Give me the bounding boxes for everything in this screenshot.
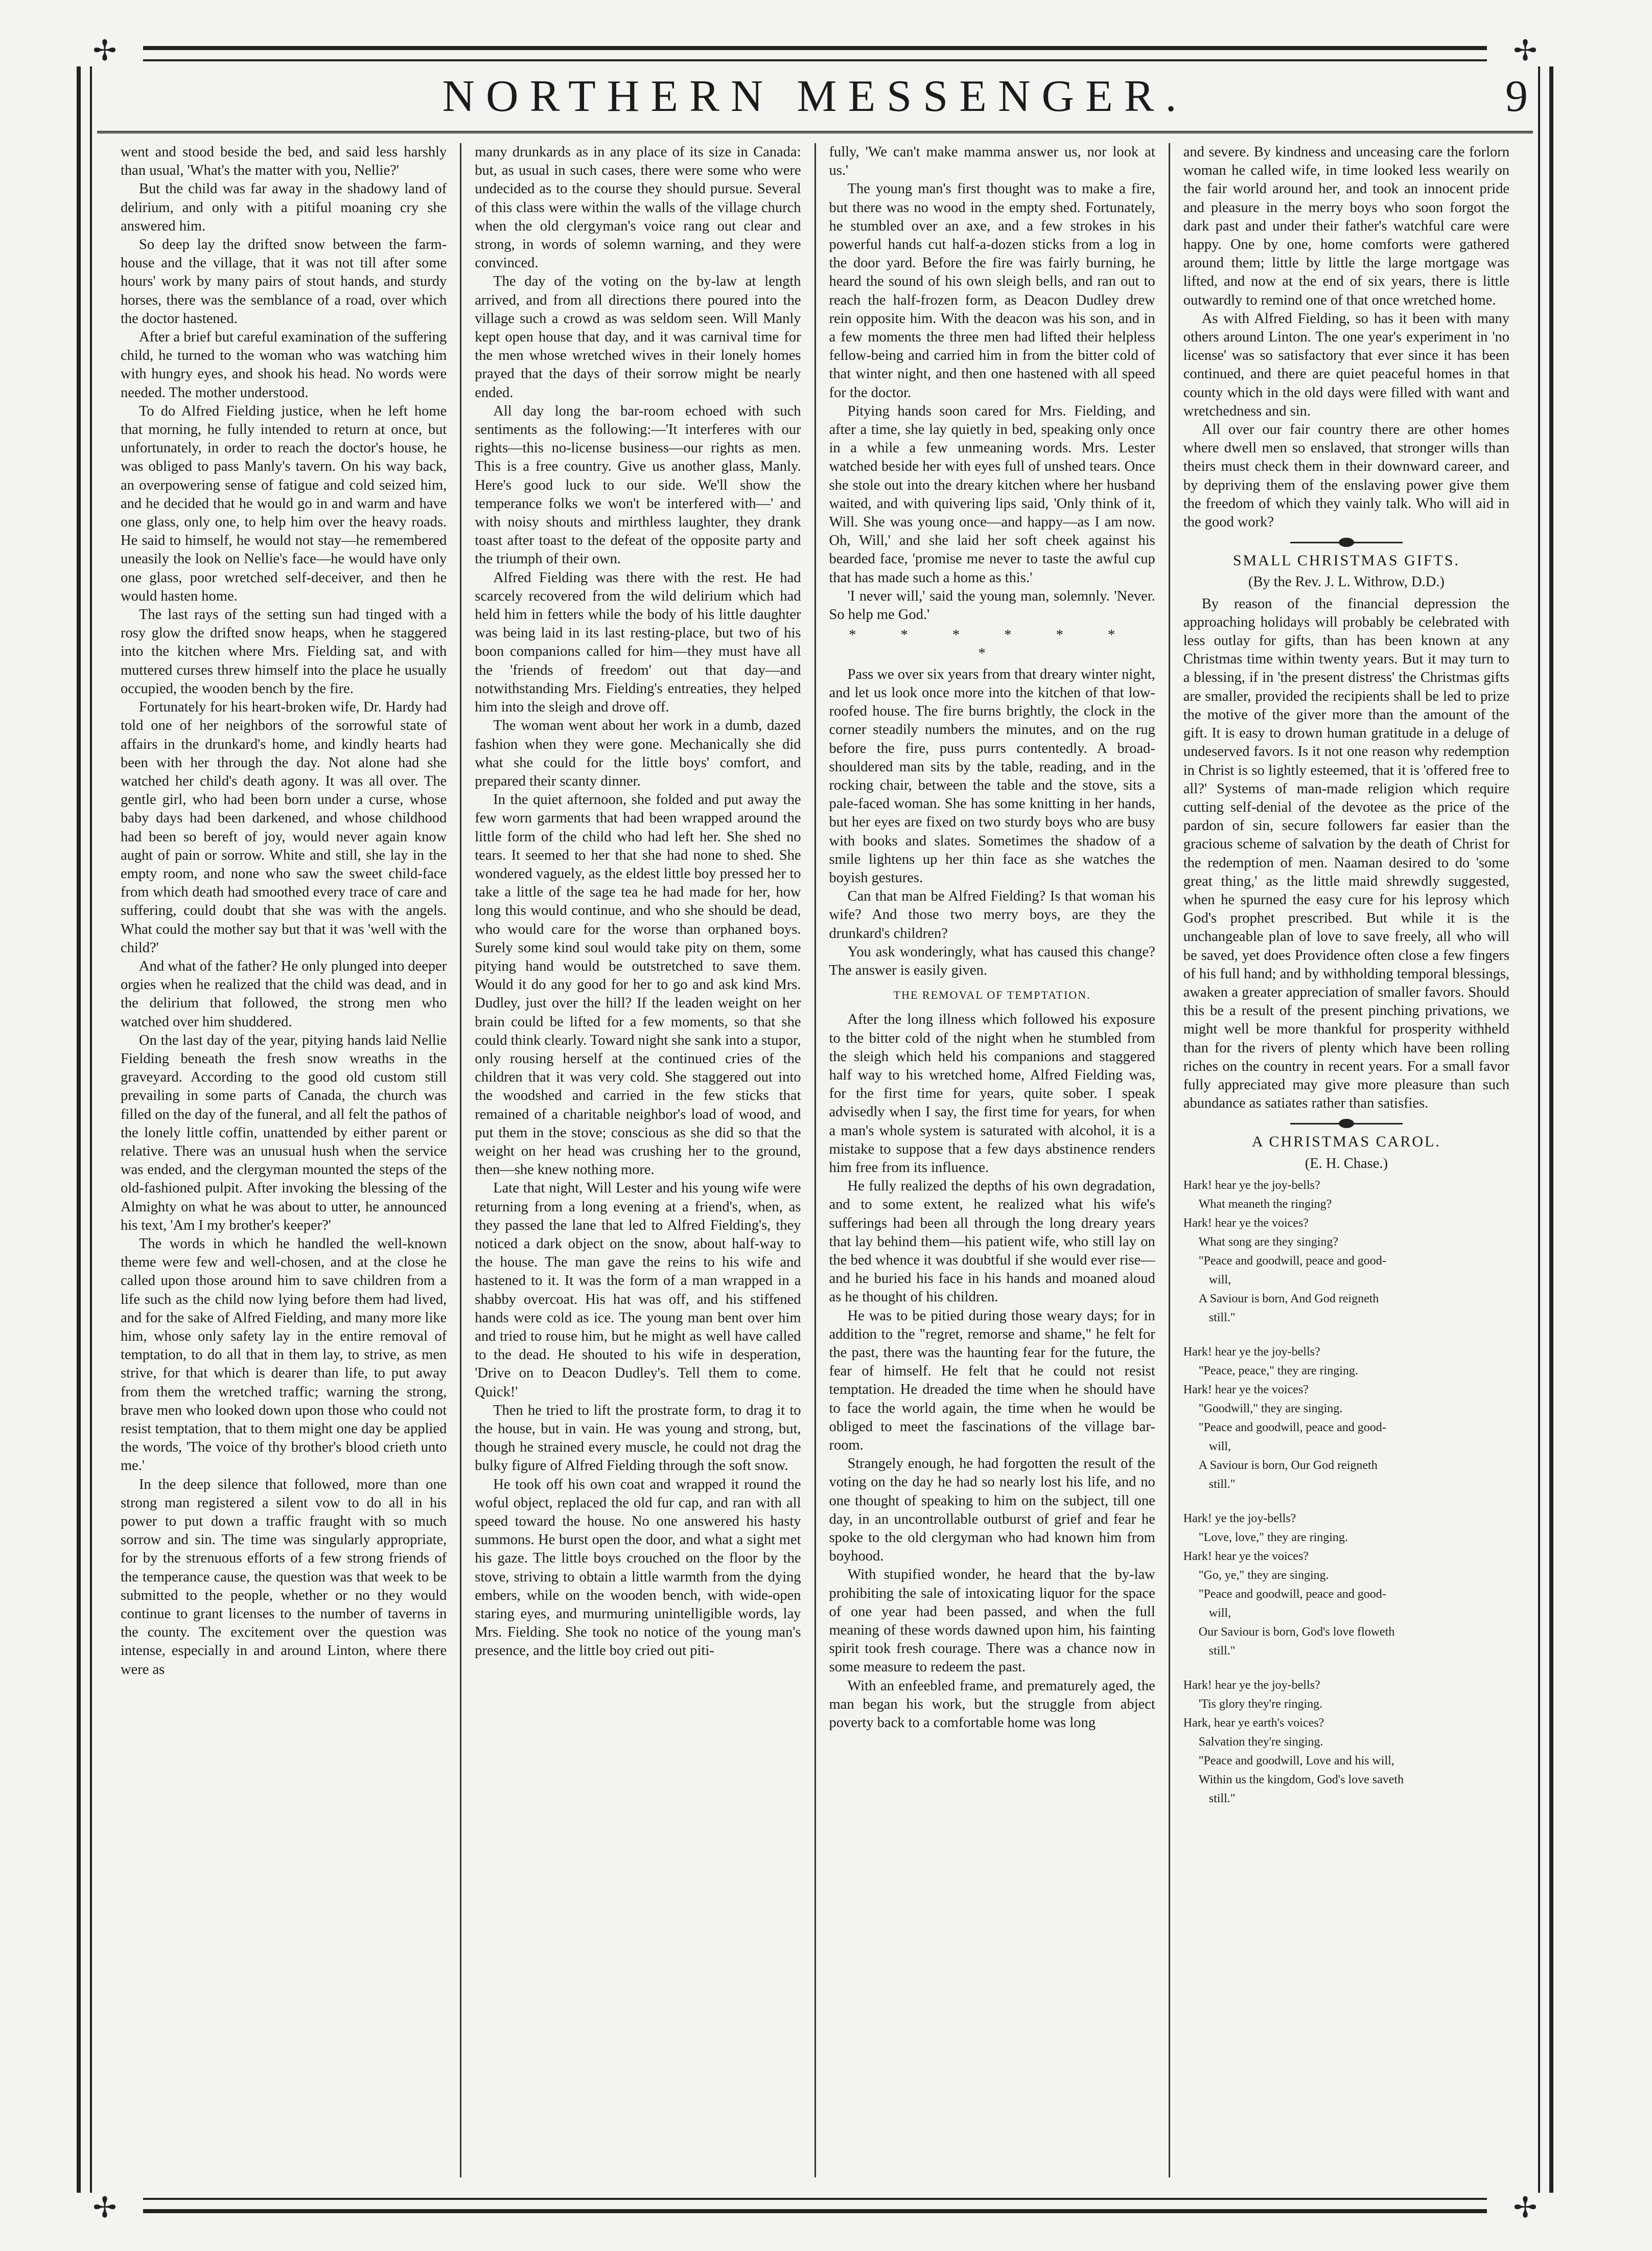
section-break-stars: * * * * * * * xyxy=(849,627,1136,662)
story-paragraph: The young man's first thought was to make a fire, but there was no wood in the empty shed. Fortunately, he stumbled over an axe, and a few strokes in his powerful hands cut half-a-dozen sticks from a log in the door yard. Before the fire was fairly burning, he heard the sound of his own sleigh bells, and ran out to reach the half-frozen form, as Deacon Dudley drew rein opposite him. With the deacon was his son, and in a few moments the three men had lifted their helpless fellow-being and carried him in from the bitter cold of that winter night, and then one hastened with all speed for the doctor. xyxy=(829,181,1155,401)
poem-line: will, xyxy=(1208,1439,1231,1453)
corner-ornament-icon: ✢ xyxy=(66,36,143,66)
page-number: 9 xyxy=(1505,72,1528,121)
story-paragraph: You ask wonderingly, what has caused this change? The answer is easily given. xyxy=(829,944,1155,978)
poem-line: What song are they singing? xyxy=(1198,1235,1339,1249)
poem-line: "Peace and goodwill, Love and his will, xyxy=(1198,1754,1394,1767)
story-paragraph: The last rays of the setting sun had tinged with a rosy glow the drifted snow heaps, when he staggered into the kitchen where Mrs. Fielding sat, and with muttered curses threw himself into the place he usually occupied, the wooden bench by the fire. xyxy=(121,607,447,697)
story-paragraph: Pitying hands soon cared for Mrs. Fielding, and after a time, she lay quietly in bed, speaking only once in a while a few unmeaning words. Mrs. Lester watched beside her with eyes full of unshed tears. Once she stole out into the dreary kitchen where her husband waited, and with quivering lips said, 'Only think of it, Will. She was young once—and happy—as I am now. Oh, Will,' and she laid her soft cheek against his bearded face, 'promise me never to taste the awful cup that has made such a home as this.' xyxy=(829,403,1155,586)
story-paragraph: And what of the father? He only plunged into deeper orgies when he realized that the child was dead, and in the delirium that followed, the strong men who watched over him shuddered. xyxy=(121,958,447,1030)
poem-line: "Go, ye," they are singing. xyxy=(1198,1568,1329,1582)
story-paragraph: After the long illness which followed his exposure to the bitter cold of the night when he stumbled from the sleigh which held his companions and staggered half way to his wretched home, Alfred Fielding was, for the first time for years, quite sober. I speak advisedly when I say, the first time for years, for when a man's whole system is saturated with alcohol, it is a mistake to suppose that a few days abstinence renders him free from its influence. xyxy=(829,1012,1155,1176)
article-title: SMALL CHRISTMAS GIFTS. xyxy=(1232,552,1460,569)
poem-line: will, xyxy=(1208,1606,1231,1620)
column-2 xyxy=(461,143,816,2177)
poem-line: Hark! hear ye the voices? xyxy=(1183,1216,1309,1230)
poem-line: will, xyxy=(1208,1273,1231,1287)
story-paragraph: Can that man be Alfred Fielding? Is that woman his wife? And those two merry boys, are they the drunkard's children? xyxy=(829,888,1155,941)
corner-ornament-icon: ✢ xyxy=(1487,2193,1564,2223)
story-paragraph: The words in which he handled the well-known theme were few and well-chosen, and at the close he called upon those around him to save children from a life such as the child now lying before them had lived, and for the sake of Alfred Fielding, and many more like him, whose only safety lay in the entire removal of temptation, to do all that in them lay, to strive, as men strive, for that which is dearer than life, to put away from them the wretched traffic; warning the strong, brave men who looked down upon those who could not resist temptation, that to them might one day be applied the words, 'The voice of thy brother's blood crieth unto me.' xyxy=(121,1235,447,1474)
poem-line: still." xyxy=(1208,1644,1236,1658)
story-paragraph: many drunkards as in any place of its size in Canada: but, as usual in such cases, there were some who were undecided as to the course they should pursue. Several of this class were within the walls of the village church when the old clergyman's voice rang out clear and strong, in words of solemn warning, and they were convinced. xyxy=(475,144,801,271)
poem-line: Hark! hear ye the voices? xyxy=(1183,1549,1309,1563)
poem-line: "Peace, peace," they are ringing. xyxy=(1198,1364,1358,1377)
story-paragraph: and severe. By kindness and unceasing care the forlorn woman he called wife, in time looked less wearily on the fair world around her, and took an innocent pride and pleasure in the merry boys who soon forgot the dark past and under their father's watchful care were happy. One by one, home comforts were gathered around them; little by little the large mortgage was lifted, and now at the end of six years, there is little outwardly to remind one of that once wretched home. xyxy=(1183,144,1509,308)
publication-title: NORTHERN MESSENGER. xyxy=(442,72,1188,121)
story-paragraph: So deep lay the drifted snow between the farm-house and the village, that it was not till after some hours' work by many pairs of stout hands, and sturdy horses, there was the semblance of a road, over which the doctor hastened. xyxy=(121,237,447,327)
story-paragraph: Pass we over six years from that dreary winter night, and let us look once more into the kitchen of that low-roofed house. The fire burns brightly, the clock in the corner steadily numbers the minutes, and on the rug before the fire, puss purrs contentedly. A broad-shouldered man sits by the table, reading, and in the rocking chair, between the table and the stove, sits a pale-faced woman. She has some knitting in her hands, but her eyes are fixed on two sturdy boys who are busy with books and slates. Sometimes the shadow of a smile lightens up her thin face as she watches the boyish gestures. xyxy=(829,666,1155,886)
poem-line: "Love, love," they are ringing. xyxy=(1198,1530,1348,1544)
poem-body xyxy=(1183,1176,1509,1808)
divider-ornament xyxy=(1290,542,1403,543)
poem-line: Our Saviour is born, God's love floweth xyxy=(1198,1625,1395,1639)
story-paragraph: All over our fair country there are other homes where dwell men so enslaved, that stronger wills than theirs must check them in their downward career, and by depriving them of the enslaving power give them the freedom of which they vainly talk. Who will aid in the good work? xyxy=(1183,422,1509,531)
poem-line: Hark! hear ye the joy-bells? xyxy=(1183,1345,1320,1359)
corner-ornament-icon: ✢ xyxy=(1487,36,1564,66)
poem-byline: (E. H. Chase.) xyxy=(1305,1155,1388,1172)
story-paragraph: Fortunately for his heart-broken wife, Dr. Hardy had told one of her neighbors of the sorrowful state of affairs in the drunkard's home, and kindly hearts had been with her through the day. Not alone had she watched her child's death agony. It was all over. The gentle girl, who had been born under a curse, whose baby days had been darkened, and whose childhood had been so bereft of joy, would never again know aught of pain or sorrow. White and still, she lay in the empty room, and none who saw the sweet child-face from which death had smoothed every trace of care and suffering, could doubt that she was with the angels. What could the mother say but that it was 'well with the child?' xyxy=(121,699,447,956)
story-paragraph: He took off his own coat and wrapped it round the woful object, replaced the old fur cap, and ran with all speed toward the house. No one answered his hasty summons. He burst open the door, and what a sight met his gaze. The little boys crouched on the floor by the stove, striving to obtain a little warmth from the dying embers, while on the wooden bench, with wide-open staring eyes, and murmuring unintelligible words, lay Mrs. Fielding. She took no notice of the young man's presence, and the little boy cried out piti- xyxy=(475,1476,801,1659)
poem-line: "Goodwill," they are singing. xyxy=(1198,1402,1343,1415)
story-paragraph: The woman went about her work in a dumb, dazed fashion when they were gone. Mechanically she did what she could for the little boys' comfort, and prepared their scanty dinner. xyxy=(475,718,801,789)
poem-line: Hark! hear ye the joy-bells? xyxy=(1183,1178,1320,1192)
story-paragraph: After a brief but careful examination of the suffering child, he turned to the woman who was watching him with hungry eyes, and shook his head. No words were needed. The mother understood. xyxy=(121,329,447,401)
poem-line: Hark! hear ye the voices? xyxy=(1183,1383,1309,1396)
stanza-gap xyxy=(1183,1661,1509,1676)
poem-line: Within us the kingdom, God's love saveth xyxy=(1198,1773,1404,1786)
masthead xyxy=(97,64,1533,133)
story-paragraph: But the child was far away in the shadowy land of delirium, and only with a pitiful moaning cry she answered him. xyxy=(121,181,447,234)
section-subheading: THE REMOVAL OF TEMPTATION. xyxy=(893,989,1091,1002)
story-paragraph: Alfred Fielding was there with the rest. He had scarcely recovered from the wild delirium which had held him in fetters while the body of his little daughter was being laid in its last resting-place, but two of his boon companions called for him—they must have all the 'friends of freedom' out that day—and notwithstanding Mrs. Fielding's entreaties, they helped him into the sleigh and drove off. xyxy=(475,569,801,716)
poem-line: 'Tis glory they're ringing. xyxy=(1198,1697,1323,1711)
poem-line: "Peace and goodwill, peace and good- xyxy=(1198,1420,1386,1434)
story-paragraph: Late that night, Will Lester and his young wife were returning from a long evening at a friend's, when, as they passed the lane that led to Alfred Fielding's, they noticed a dark object on the snow, about half-way to the house. The man gave the reins to his wife and hastened to it. It was the form of a man wrapped in a shabby overcoat. His hat was off, and his stiffened hands were cold as ice. The young man bent over him and tried to rouse him, but he might as well have called to the dead. He shouted to his wife in desperation, 'Drive on to Deacon Dudley's. Tell them to come. Quick!' xyxy=(475,1180,801,1400)
story-paragraph: The day of the voting on the by-law at length arrived, and from all directions there poured into the village such a crowd as was seldom seen. Will Manly kept open house that day, and it was carnival time for the men whose wretched wives in their lonely homes prayed that the days of their sorrow might be nearly ended. xyxy=(475,273,801,401)
story-paragraph: fully, 'We can't make mamma answer us, nor look at us.' xyxy=(829,144,1155,179)
poem-line: "Peace and goodwill, peace and good- xyxy=(1198,1254,1386,1268)
story-paragraph: 'I never will,' said the young man, solemnly. 'Never. So help me God.' xyxy=(829,588,1155,623)
newspaper-page xyxy=(77,35,1553,2224)
article-columns xyxy=(107,143,1523,2177)
poem-line: Hark! ye the joy-bells? xyxy=(1183,1511,1296,1525)
divider-ornament xyxy=(1290,1123,1403,1124)
story-paragraph: He fully realized the depths of his own degradation, and to some extent, he realized what his wife's sufferings had been all through the long dreary years that lay behind them—his patient wife, who still lay on the bed whence it was doubtful if she would ever rise—and he buried his face in his hands and moaned aloud as he thought of his children. xyxy=(829,1178,1155,1305)
poem-line: What meaneth the ringing? xyxy=(1198,1197,1332,1211)
column-3 xyxy=(816,143,1170,2177)
stanza-gap xyxy=(1183,1494,1509,1509)
story-paragraph: He was to be pitied during those weary days; for in addition to the "regret, remorse and shame," he felt for the past, there was the haunting fear for the future, the fear of himself. He felt that he could not resist temptation. He dreaded the time when he should have to face the world again, the time when he would be obliged to meet the fascinations of the village bar-room. xyxy=(829,1307,1155,1454)
story-paragraph: went and stood beside the bed, and said less harshly than usual, 'What's the matter with you, Nellie?' xyxy=(121,144,447,179)
poem-line: A Saviour is born, Our God reigneth xyxy=(1198,1458,1378,1472)
story-paragraph: On the last day of the year, pitying hands laid Nellie Fielding beneath the fresh snow wreaths in the graveyard. According to the good old custom still prevailing in some parts of Canada, the church was filled on the day of the funeral, and all felt the pathos of the lonely little coffin, unattended by either parent or relative. There was an unusual hush when the service was ended, and the clergyman mounted the steps of the old-fashioned pulpit. After invoking the blessing of the Almighty on what he was about to utter, he announced his text, 'Am I my brother's keeper?' xyxy=(121,1032,447,1233)
poem-line: Hark! hear ye the joy-bells? xyxy=(1183,1678,1320,1692)
poem-line: still." xyxy=(1208,1791,1236,1805)
poem-line: still." xyxy=(1208,1311,1236,1324)
column-4 xyxy=(1170,143,1523,2177)
column-1 xyxy=(107,143,461,2177)
poem-title: A CHRISTMAS CAROL. xyxy=(1251,1133,1441,1151)
story-paragraph: In the quiet afternoon, she folded and put away the few worn garments that had been wrapped around the little form of the child who had left her. She shed no tears. It seemed to her that she had none to shed. She wondered vaguely, as the eldest little boy pressed her to take a little of the sage tea he had made for her, how long this would continue, and who she should be dead, who would care for the worse than orphaned boys. Surely some kind soul would take pity on them, some pitying hand would be outstretched to save them. Would it do any good for her to go and ask kind Mrs. Dudley, just over the hill? If the leaden weight on her brain could be lifted for a few moments, so that she could think clearly. Toward night she sank into a stupor, only rousing herself at the continued cries of the children that it was very cold. She staggered out into the woodshed and carried in the few sticks that remained of a charitable neighbor's load of wood, and put them in the stove; conscious as she did so that the weight on her head was crushing her to the ground, then—she knew nothing more. xyxy=(475,792,801,1178)
story-paragraph: As with Alfred Fielding, so has it been with many others around Linton. The one year's experiment in 'no license' was so satisfactory that ever since it has been continued, and there are quiet peaceful homes in that county which in the old days were filled with want and wretchedness and sin. xyxy=(1183,310,1509,419)
story-paragraph: Then he tried to lift the prostrate form, to drag it to the house, but in vain. He was young and strong, but, though he strained every muscle, he could not drag the bulky figure of Alfred Fielding through the soft snow. xyxy=(475,1402,801,1474)
story-paragraph: With stupified wonder, he heard that the by-law prohibiting the sale of intoxicating liquor for the space of one year had been passed, and when the full meaning of these words dawned upon him, his fainting spirit took fresh courage. There was a chance now in some measure to redeem the past. xyxy=(829,1567,1155,1675)
story-paragraph: To do Alfred Fielding justice, when he left home that morning, he fully intended to return at once, but unfortunately, in order to reach the doctor's house, he was obliged to pass Manly's tavern. On his way back, an overpowering sense of fatigue and cold seized him, and he decided that he would go in and warm and have one glass, only one, to help him over the heavy roads. He said to himself, he would not stay—he remembered uneasily the look on Nellie's face—he would have only one glass, poor wretched self-deceiver, and then he would hasten home. xyxy=(121,403,447,604)
poem-line: "Peace and goodwill, peace and good- xyxy=(1198,1587,1386,1601)
article-paragraph: By reason of the financial depression the approaching holidays will probably be celebrated with less outlay for gifts, than has been known at any Christmas time within twenty years. But it may turn to a blessing, if in 'the present distress' the Christmas gifts are smaller, provided the recipients shall be led to prize the motive of the giver more than the amount of the gift. It is easy to drown human gratitude in a deluge of undeserved favors. Is it not one reason why redemption in Christ is so lightly esteemed, that it is 'offered free to all?' Systems of man-made religion which require cutting self-denial of the devotee as the price of the pardon of sin, secure followers far easier than the gracious scheme of salvation by the death of Christ for the redemption of men. Naaman desired to do 'some great thing,' as the little maid shrewdly suggested, when he spurned the easy cure for his leprosy which God's prophet prescribed. But while it is the unchangeable plan of love to save freely, all who will be saved, yet does Providence often close a few fingers of his full hand; and by withholding temporal blessings, awaken a greater appreciation of smaller favors. Should this be a result of the present pinching privations, we might well be more thankful for prosperity withheld than for the rivers of plenty which have been rolling riches on the country in recent years. For a small favor fully appreciated may give more pleasure than such abundance as satiates rather than satisfies. xyxy=(1183,595,1509,1112)
corner-ornament-icon: ✢ xyxy=(66,2193,143,2223)
story-paragraph: All day long the bar-room echoed with such sentiments as the following:—'It interferes with our rights—this no-license business—our rights as men. This is a free country. Give us another glass, Manly. Here's good luck to our side. We'll show the temperance folks we won't be interfered with—' and with noisy shouts and mirthless laughter, they drank toast after toast to the defeat of the opposite party and the triumph of their own. xyxy=(475,403,801,567)
poem-line: Hark, hear ye earth's voices? xyxy=(1183,1716,1324,1730)
stanza-gap xyxy=(1183,1327,1509,1343)
poem-line: A Saviour is born, And God reigneth xyxy=(1198,1292,1379,1305)
poem-line: still." xyxy=(1208,1477,1236,1491)
article-byline: (By the Rev. J. L. Withrow, D.D.) xyxy=(1248,574,1445,590)
story-paragraph: Strangely enough, he had forgotten the result of the voting on the day he had so nearly lost his life, and no one thought of speaking to him on the subject, till one day, in an uncontrollable outburst of grief and fear he spoke to the old clergyman who had known him from boyhood. xyxy=(829,1456,1155,1565)
story-paragraph: With an enfeebled frame, and prematurely aged, the man began his work, but the struggle from abject poverty back to a comfortable home was long xyxy=(829,1678,1155,1731)
poem-line: Salvation they're singing. xyxy=(1198,1735,1323,1749)
story-paragraph: In the deep silence that followed, more than one strong man registered a silent vow to do all in his power to put down a traffic fraught with so much sorrow and sin. The time was singularly appropriate, for by the strenuous efforts of a few strong friends of the temperance cause, the question was that week to be submitted to the people, whether or no they would continue to grant licenses to the number of taverns in the county. The excitement over the question was intense, especially in and around Linton, where there were as xyxy=(121,1476,447,1678)
